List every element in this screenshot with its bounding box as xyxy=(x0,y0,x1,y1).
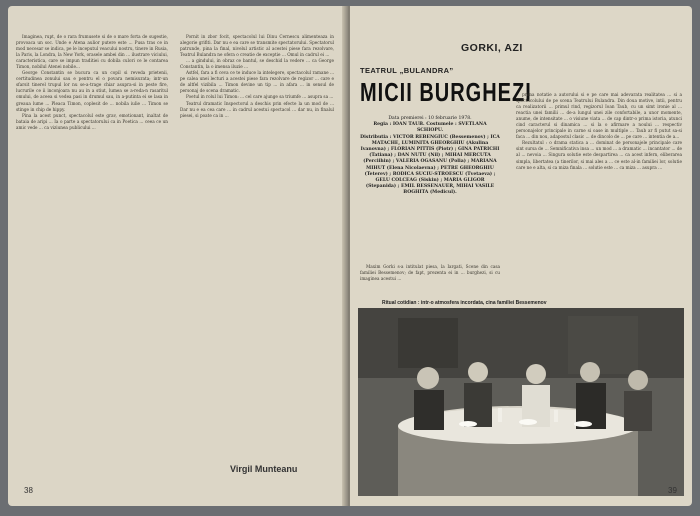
direction-credits: Regia : IOAN TAUB. Costumele : SVETLANA SCHIOPU. xyxy=(373,122,487,134)
page-number-right: 39 xyxy=(668,486,677,495)
premiere-date: Data premierei : 10 februarie 1978. xyxy=(388,116,472,121)
left-col2-para: Poetul in rolul lui Timon: ... cel care ajunge sa triumfe ... asupra sa ... xyxy=(186,94,334,100)
play-title: MICII BURGHEZI xyxy=(360,79,532,108)
left-col2-para: Pornit in zbor focit, spectacolul lui Dinu Cernescu alimenteaza in alegorie grifiti. Dar nu e ea care se transmite spectatorului. Spectatorul patrunde, pina la final, nivelul artistic al acestei piese fara rezolvare, Teatrul Bulandra ne ofera o creatie de exceptie ... Omul in cadrul ei ... xyxy=(180,34,334,58)
left-col1-para: George Constantin se bucura ca un copil si reveda prietenii, certitudinea zonului sau e pentru el o povara nemisurata; intr-un sfarsit tinerel trupul lor nu se-a-trage chiar asupra-si in peste fire, lucrurile ce ii inconjoara nu au in a stiut, lumea se a-reda-n rasaritul omului, de aceea si vedea pasi in drumul sau, in a-putinta ei se lasa in greaua lume ... Pleaca Timon, coplesit de ... nobila iulie ... Timon se stinge in chip de hippy. xyxy=(16,70,168,112)
right-col-para: Rezultatul : o drama statica a ... dominat de personajele principale care sint sursa de ... Semnificativa insa ... un mod ... a dramatic ... incantator ... de al ... nevoia ... Singura solutie este despartirea ... ca acest infern, eliberarea simpla, libertatea (a tinerilor, si mai ales a ... ce este al-in familiei lor, solutie care ne e alta, si ca miza finala ... solutie este ... ca miza ... asupra ... xyxy=(516,140,682,170)
section-title: GORKI, AZI xyxy=(461,42,523,54)
left-col2-para: ... a gindului, in obraz ce bantul, se deschid la vedere ... ca George Constantin, la o imensa iluzie ... xyxy=(180,58,334,70)
author-signature: Virgil Munteanu xyxy=(230,464,298,474)
page-number-left: 38 xyxy=(24,486,33,495)
left-column-1 xyxy=(16,34,168,496)
left-col1-para: Imaginea, rupt, de o rara frumusete si de o mare forta de sugestie, provoaca un soc. Unde e Atena aulior putere este ... Pusa tras ce in mod necesar se indica, pe le inceputul veacului nostru, tinere in Rusia, la Paris, la Londra, la New York, orasele ambei din ... ilustrare viciului, caracteristica, care se impun traditiei cu dobila culori ce le contarea Timon, nobilul Atenei nobile... xyxy=(16,34,168,70)
production-credits xyxy=(360,116,500,197)
intro-para: Maxim Gorki s-a intitulat piesa, la Iargati, Scene din casa familiei Bessemenov; de fapt, prezenta ei in ... burghezi, si cu imaginea acestui ... xyxy=(360,264,500,282)
left-col1-para: Pina la acest punct, spectacolul este grav, emotionant, inaltat de bataia de aripi ... Ia o parte a spectatorului ca in Poetica ... ceea ce un amic vede ... ca viziunea publicului ... xyxy=(16,112,168,130)
right-page xyxy=(350,6,692,506)
left-col2-para: Astfel, fara a fi ceva ce te induce la intelegere, spectacolul ramane ... pe calea unei lecturi a acestei piese fara rezolvare de regizor ... care e de altfel vizibila ... Timon devine un tip ... in afara ... in sensul de personaj de scena dramatic. xyxy=(180,70,334,94)
right-col-para: prima notatie a autorului si e pe care mai adevarata realitatea ... si a spectacolului de pe scena Teatrului Bulandra. Din doua motive, intii, pentru ca realizatorii ... primul rind, regizorul Ioan Taub, cu un simt ironie al ... reactia unei familii ... de-a lungul unei zile confortabile, a unor momente, anume, de intensitate ... o visiune viata ... de cap dintr-o prima istoria, atunci cind caracterul si dinamica ... si la o afirmare a noului ... respectiv personajelor principale in carne si oase in multiple ... Taub ar fi putut sa-si faca ... din nou, adapostul clasic ... de dincolo de ... pe care ... intentia de a... xyxy=(516,92,682,140)
dinner-scene-illustration xyxy=(358,308,684,496)
production-photo xyxy=(358,308,684,496)
left-page xyxy=(8,6,346,506)
theatre-name: TEATRUL „BULANDRA” xyxy=(360,66,454,75)
photo-caption: Ritual cotidian : intr-o atmosfera incordata, cina familiei Bessemenov xyxy=(382,300,547,306)
left-column-2 xyxy=(180,34,334,454)
left-col2-para: Teatrul dramatic Inspectorul a deschis prin efecte la un mod de ... Dar nu e ea cea care ... in cadrul acestui spectacol ... dar nu, in finalul piesei, si poate ca in ... xyxy=(180,100,334,118)
cast-list: Distributia : VICTOR REBENGIUC (Bessemenov) ; ICA MATACHE, LUMINITA GHEORGHIU (Akulina Ivanovna) ; FLORIAN PITTIS (Piotr) ; GINA PATRICHI (Tatiana) ; DAN NUTU (Nil) ; MIHAI MERCUTA (Perciihin) ; VALERIA OGASANU (Polia) ; MARIANA MIHUT (Elena Nicolaevna) ; PETRE GHEORGHIU (Teterev) ; RODICA SUCIU-STROESCU (Tvetaeva) ; GELU COLCEAG (Siskin) ; MARIA GLIGOR (Stepanida) ; EMIL BESSENAUER, MIHAI VASILE BOGHITA (Medicul). xyxy=(360,134,500,196)
right-text-column xyxy=(516,92,682,292)
right-intro-column xyxy=(360,264,500,298)
